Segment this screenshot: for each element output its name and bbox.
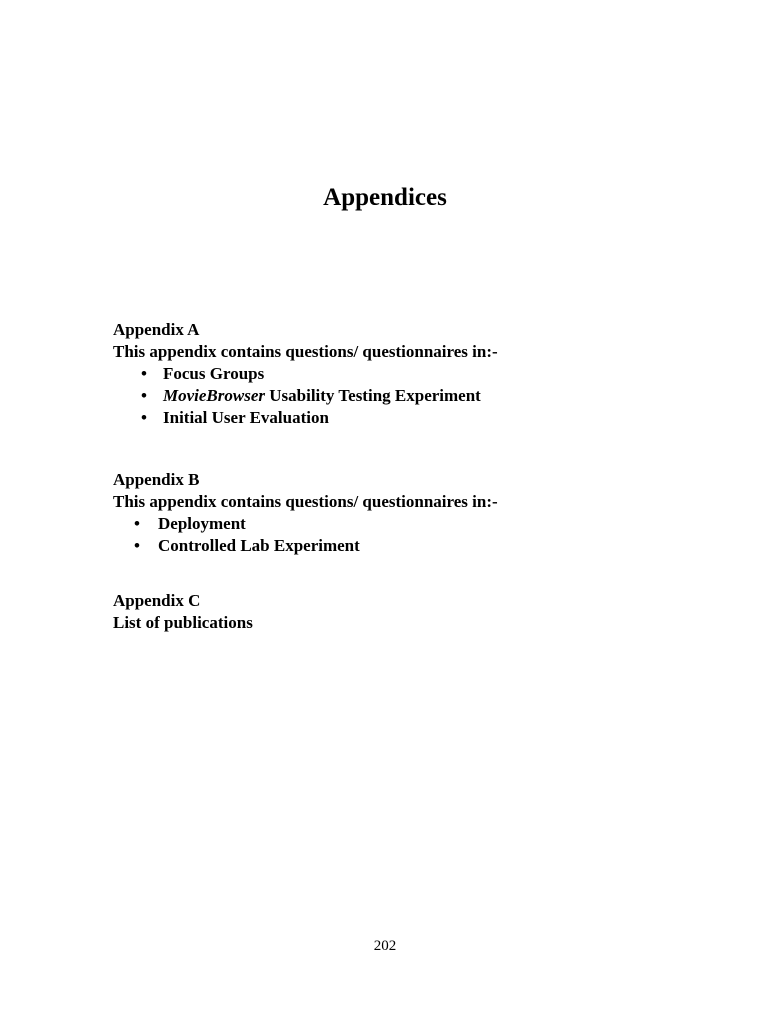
- appendix-a-list: [113, 363, 673, 429]
- list-item-text: Usability Testing Experiment: [265, 386, 481, 405]
- bullet-icon: •: [134, 536, 140, 555]
- appendix-a-heading: Appendix A: [113, 320, 200, 339]
- bullet-icon: •: [141, 386, 147, 405]
- list-item-text: Controlled Lab Experiment: [158, 536, 360, 555]
- list-item-italic-text: MovieBrowser: [163, 386, 265, 405]
- page-title: Appendices: [323, 184, 447, 211]
- list-item: [113, 363, 673, 385]
- appendix-b-heading: Appendix B: [113, 470, 200, 489]
- appendix-c-heading: Appendix C: [113, 591, 201, 610]
- appendix-c-description: List of publications: [113, 613, 253, 632]
- page-number: 202: [373, 938, 397, 954]
- list-item-text: Deployment: [158, 514, 246, 533]
- list-item: [113, 513, 673, 535]
- list-item: [113, 407, 673, 429]
- bullet-icon: •: [134, 514, 140, 533]
- list-item: [113, 385, 673, 407]
- appendix-b-intro: This appendix contains questions/ questionnaires in:-: [113, 492, 498, 511]
- appendix-b-section: [113, 469, 673, 557]
- appendix-c-section: [113, 590, 673, 634]
- appendix-a-intro: This appendix contains questions/ questionnaires in:-: [113, 342, 498, 361]
- list-item: [113, 535, 673, 557]
- list-item-text: Initial User Evaluation: [163, 408, 329, 427]
- appendix-a-section: [113, 319, 673, 429]
- appendix-b-list: [113, 513, 673, 557]
- list-item-text: Focus Groups: [163, 364, 265, 383]
- bullet-icon: •: [141, 364, 147, 383]
- bullet-icon: •: [141, 408, 147, 427]
